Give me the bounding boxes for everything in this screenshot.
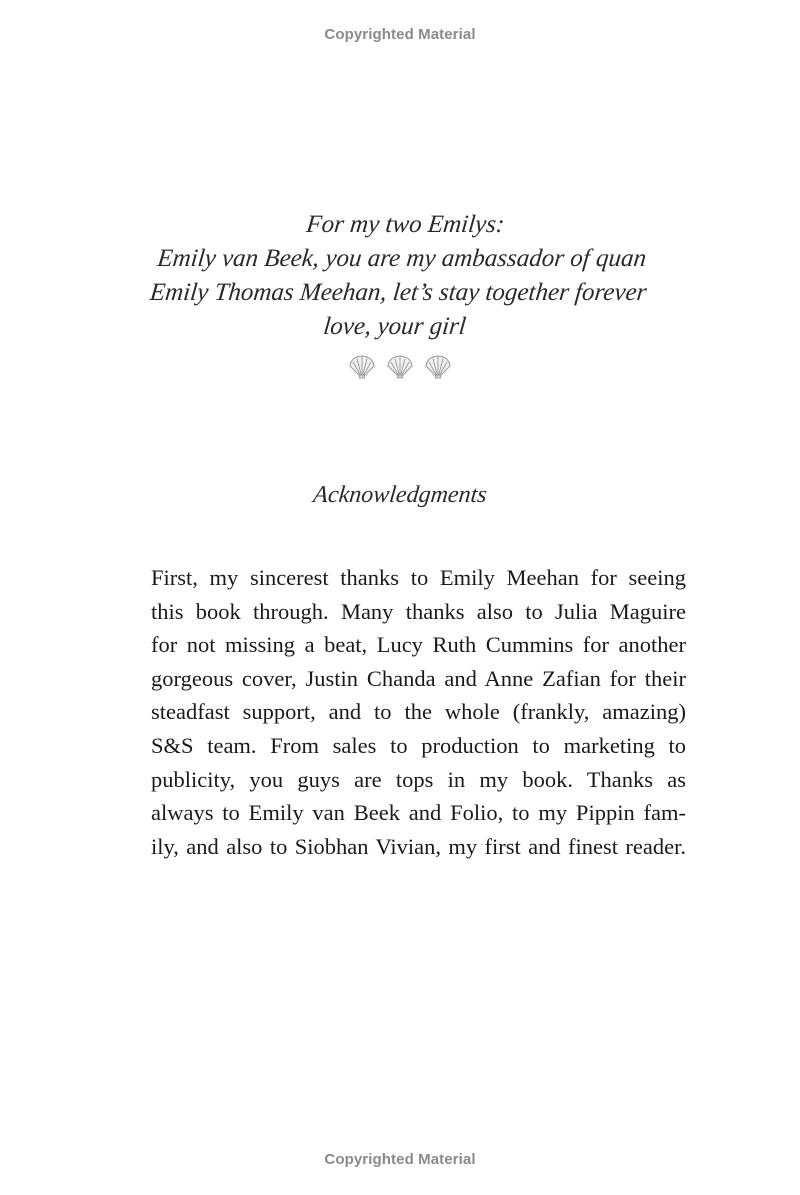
dedication-line: love, your girl	[322, 313, 468, 340]
copyright-watermark-bottom: Copyrighted Material	[324, 1151, 476, 1168]
text-line: gorgeous cover, Justin Chanda and Anne Zafian for their	[151, 665, 686, 691]
dedication	[0, 208, 800, 344]
copyright-watermark-top: Copyrighted Material	[324, 26, 476, 43]
text-line: this book through. Many thanks also to Julia Maguire	[151, 598, 686, 624]
text-line: always to Emily van Beek and Folio, to my Pippin fam-	[151, 800, 686, 826]
text-line: publicity, you guys are tops in my book. Thanks as	[151, 766, 686, 792]
shell-ornament	[0, 354, 800, 380]
text-line: S&S team. From sales to production to marketing to	[151, 732, 686, 758]
scallop-shell-icon	[347, 354, 377, 380]
text-line: ily, and also to Siobhan Vivian, my first and finest reader.	[151, 833, 686, 859]
dedication-line: For my two Emilys:	[305, 211, 506, 238]
acknowledgments-text	[151, 561, 686, 863]
acknowledgments-heading: Acknowledgments	[312, 482, 489, 508]
text-line: First, my sincerest thanks to Emily Meehan for seeing	[151, 565, 686, 590]
dedication-line: Emily Thomas Meehan, let’s stay together forever	[148, 279, 648, 306]
dedication-line: Emily van Beek, you are my ambassador of quan	[156, 245, 648, 272]
text-line: for not missing a beat, Lucy Ruth Cummins for another	[151, 632, 686, 658]
text-line: steadfast support, and to the whole (frankly, amazing)	[151, 699, 686, 725]
scallop-shell-icon	[385, 354, 415, 380]
scallop-shell-icon	[423, 354, 453, 380]
